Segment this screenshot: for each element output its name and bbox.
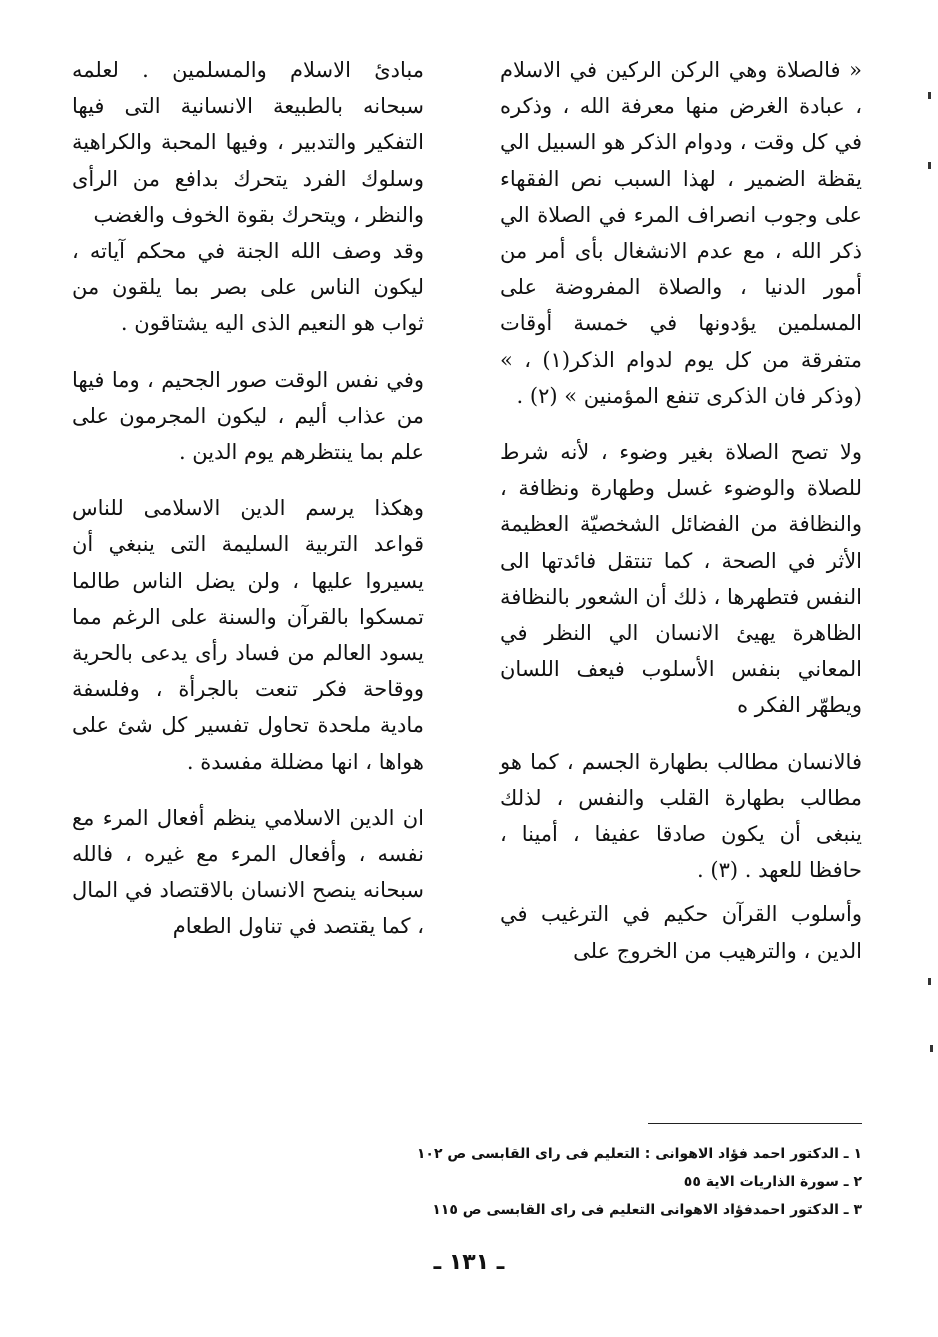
paragraph: وفي نفس الوقت صور الجحيم ، وما فيها من عذاب أليم ، ليكون المجرمون على علم بما ينتظرهم يوم الدين . — [72, 367, 424, 465]
paragraph: ولا تصح الصلاة بغير وضوء ، لأنه شرط للصلاة والوضوء غسل وطهارة ونظافة ، والنظافة من الفضائل الشخصيّة العظيمة الأثر في الصحة ، كما تنتقل فائدتها الى النفس فتطهرها ، ذلك أن الشعور بالنظافة الظاهرة يهيئ الانسان الي النظر في المعاني بنفس الأسلوب فيعف اللسان ويطهّر الفكر ه — [500, 440, 863, 718]
paragraph-gap — [500, 888, 862, 896]
scan-mark — [928, 162, 931, 169]
left-column — [72, 52, 424, 945]
scan-mark — [930, 1045, 933, 1052]
right-column — [500, 52, 862, 969]
paragraph: وأسلوب القرآن حكيم في الترغيب في الدين ، والترهيب من الخروج على — [500, 902, 862, 963]
paragraph: « فالصلاة وهي الركن الركين في الاسلام ، عبادة الغرض منها معرفة الله ، وذكره في كل وقت ، ودوام الذكر هو السبيل الي يقظة الضمير ، لهذا السبب نص الفقهاء على وجوب انصراف المرء في الصلاة الي ذكر الله ، مع عدم الانشغال بأى أمر من أمور الدنيا ، والصلاة المفروضة على المسلمين يؤدونها في خمسة أوقات متفرقة من كل يوم لدوام الذكر(١) ، » (وذكر فان الذكرى تنفع المؤمنين » (٢) . — [500, 58, 862, 408]
scan-mark — [928, 92, 931, 99]
paragraph-gap — [500, 724, 862, 744]
page-number: ـ ١٣١ ـ — [433, 1250, 505, 1275]
paragraph-gap — [72, 470, 424, 490]
paragraph: وقد وصف الله الجنة في محكم آياته ، ليكون الناس على بصر بما يلقون من ثواب هو النعيم الذى اليه يشتاقون . — [72, 239, 424, 336]
paragraph-gap — [500, 414, 862, 434]
paragraph: ان الدين الاسلامي ينظم أفعال المرء مع نفسه ، وأفعال المرء مع غيره ، فالله سبحانه ينصح الانسان بالاقتصاد في المال ، كما يقتصد في تناول الطعام — [72, 805, 424, 939]
paragraph-gap — [72, 342, 424, 362]
footnote-3: ٣ ـ الدكتور احمدفؤاد الاهوانى التعليم فى راى القابسى ص ١١٥ — [432, 1202, 862, 1218]
paragraph-gap — [72, 780, 424, 800]
footnote-2: ٢ ـ سورة الذاريات الاية ٥٥ — [683, 1174, 862, 1190]
paragraph: وهكذا يرسم الدين الاسلامى للناس قواعد التربية السليمة التى ينبغي أن يسيروا عليها ، ولن يضل الناس طالما تمسكوا بالقرآن والسنة على الرغم مما يسود العالم من فساد رأى يدعى بالحرية ووقاحة فكر تنعت بالجرأة ، وفلسفة مادية ملحدة تحاول تفسير كل شئ على هواها ، انها مضللة مفسدة . — [72, 496, 424, 774]
footnotes — [250, 1140, 862, 1224]
footnote-separator — [648, 1123, 862, 1124]
paragraph: فالانسان مطالب بطهارة الجسم ، كما هو مطالب بطهارة القلب والنفس ، لذلك ينبغى أن يكون صادقا عفيفا ، أمينا ، حافظا للعهد . (٣) . — [500, 749, 862, 883]
footnote-1: ١ ـ الدكتور احمد فؤاد الاهوانى : التعليم فى راى القابسى ص ١٠٢ — [416, 1146, 862, 1162]
scan-mark — [928, 978, 931, 985]
paragraph: مبادئ الاسلام والمسلمين . لعلمه سبحانه بالطبيعة الانسانية التى فيها التفكير والتدبير ، وفيها المحبة والكراهية وسلوك الفرد يتحرك بدافع من الرأى والنظر ، ويتحرك بقوة الخوف والغضب — [72, 58, 424, 227]
